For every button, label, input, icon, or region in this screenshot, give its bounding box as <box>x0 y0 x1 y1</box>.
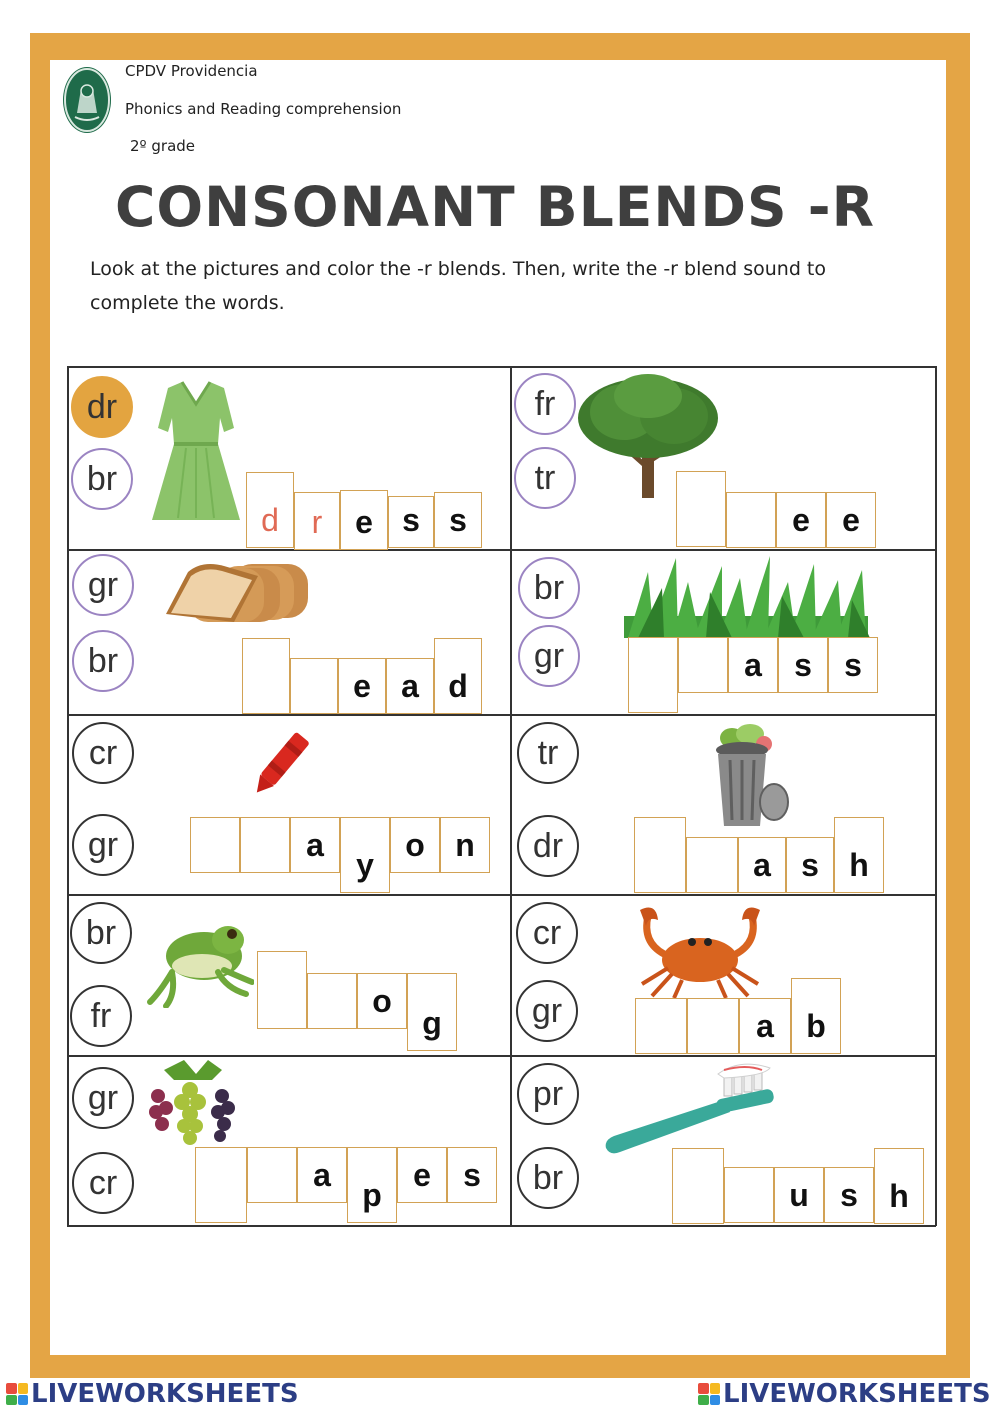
page-title: CONSONANT BLENDS -R <box>115 175 875 239</box>
letter-box: o <box>357 973 407 1029</box>
letter-box: e <box>338 658 386 714</box>
blend-option-cr[interactable]: cr <box>72 722 134 784</box>
letter-box: a <box>728 637 778 693</box>
grid-divider-vertical <box>67 366 69 1226</box>
letter-box: s <box>778 637 828 693</box>
trash-can-icon <box>706 722 790 832</box>
dress-icon <box>148 378 244 524</box>
letter-box: s <box>388 496 434 548</box>
letter-input-box[interactable] <box>687 998 739 1054</box>
bread-icon <box>162 558 312 626</box>
blend-option-gr[interactable]: gr <box>72 554 134 616</box>
liveworksheets-icon <box>6 1383 28 1405</box>
school-logo-icon <box>63 67 111 133</box>
blend-option-br[interactable]: br <box>518 557 580 619</box>
letter-box: e <box>397 1147 447 1203</box>
letter-box: s <box>434 492 482 548</box>
letter-box: o <box>390 817 440 873</box>
blend-option-br[interactable]: br <box>72 630 134 692</box>
letter-box: p <box>347 1147 397 1223</box>
letter-box: b <box>791 978 841 1054</box>
letter-input-box[interactable] <box>726 492 776 548</box>
letter-input-box[interactable] <box>190 817 240 873</box>
letter-input-box[interactable] <box>635 998 687 1054</box>
liveworksheets-logo-right <box>698 1379 991 1409</box>
letter-box: h <box>874 1148 924 1224</box>
grid-divider-vertical <box>935 366 937 1226</box>
crayon-icon <box>242 724 322 802</box>
blend-option-gr[interactable]: gr <box>516 980 578 1042</box>
brand-text-right: LIVEWORKSHEETS <box>723 1379 991 1409</box>
letter-box: a <box>297 1147 347 1203</box>
letter-box: h <box>834 817 884 893</box>
letter-input-box[interactable] <box>307 973 357 1029</box>
grid-divider-horizontal <box>67 714 936 716</box>
letter-box: a <box>290 817 340 873</box>
letter-box: s <box>786 837 834 893</box>
grid-divider-horizontal <box>67 1225 936 1227</box>
letter-input-box[interactable] <box>676 471 726 547</box>
grid-divider-vertical <box>510 366 512 1226</box>
letter-box: s <box>824 1167 874 1223</box>
letter-input-box[interactable] <box>724 1167 774 1223</box>
letter-box: e <box>826 492 876 548</box>
grapes-icon <box>144 1056 242 1152</box>
blend-option-dr[interactable]: dr <box>517 815 579 877</box>
blend-option-cr[interactable]: cr <box>72 1152 134 1214</box>
subject-name: Phonics and Reading comprehension <box>125 100 402 118</box>
crab-icon <box>628 902 772 998</box>
blend-option-fr[interactable]: fr <box>70 985 132 1047</box>
blend-option-pr[interactable]: pr <box>517 1063 579 1125</box>
letter-box: a <box>739 998 791 1054</box>
letter-input-box[interactable] <box>195 1147 247 1223</box>
letter-box: e <box>776 492 826 548</box>
frog-icon <box>142 912 254 1008</box>
letter-box: s <box>447 1147 497 1203</box>
letter-box: y <box>340 817 390 893</box>
letter-input-box[interactable] <box>240 817 290 873</box>
letter-input-box[interactable] <box>628 637 678 713</box>
blend-option-tr[interactable]: tr <box>517 722 579 784</box>
instructions-text: Look at the pictures and color the -r blends. Then, write the -r blend sound to complete the words. <box>90 258 826 314</box>
letter-input-box[interactable] <box>290 658 338 714</box>
blend-option-tr[interactable]: tr <box>514 447 576 509</box>
letter-input-box[interactable] <box>257 951 307 1029</box>
blend-option-fr[interactable]: fr <box>514 373 576 435</box>
letter-input-box[interactable] <box>686 837 738 893</box>
blend-option-br[interactable]: br <box>70 902 132 964</box>
blend-option-gr[interactable]: gr <box>72 814 134 876</box>
grid-divider-horizontal <box>67 366 936 368</box>
letter-input-box[interactable] <box>678 637 728 693</box>
brand-text-left: LIVEWORKSHEETS <box>31 1379 299 1409</box>
blend-option-br[interactable]: br <box>517 1147 579 1209</box>
blend-option-gr[interactable]: gr <box>72 1067 134 1129</box>
grid-divider-horizontal <box>67 549 936 551</box>
grass-icon <box>618 552 874 638</box>
letter-box: d <box>434 638 482 714</box>
letter-box: e <box>340 490 388 550</box>
blend-option-br[interactable]: br <box>71 448 133 510</box>
school-name: CPDV Providencia <box>125 62 258 80</box>
letter-input-box[interactable] <box>672 1148 724 1224</box>
letter-box: d <box>246 472 294 548</box>
letter-input-box[interactable] <box>242 638 290 714</box>
letter-box: n <box>440 817 490 873</box>
letter-box: u <box>774 1167 824 1223</box>
letter-input-box[interactable] <box>247 1147 297 1203</box>
letter-input-box[interactable] <box>634 817 686 893</box>
blend-option-dr[interactable]: dr <box>71 376 133 438</box>
letter-box: r <box>294 492 340 550</box>
grade-label: 2º grade <box>130 137 196 155</box>
toothbrush-icon <box>600 1062 780 1158</box>
grid-divider-horizontal <box>67 894 936 896</box>
liveworksheets-icon <box>698 1383 720 1405</box>
blend-option-cr[interactable]: cr <box>516 902 578 964</box>
liveworksheets-logo-left <box>6 1379 299 1409</box>
letter-box: a <box>386 658 434 714</box>
letter-box: g <box>407 973 457 1051</box>
letter-box: s <box>828 637 878 693</box>
letter-box: a <box>738 837 786 893</box>
blend-option-gr[interactable]: gr <box>518 625 580 687</box>
